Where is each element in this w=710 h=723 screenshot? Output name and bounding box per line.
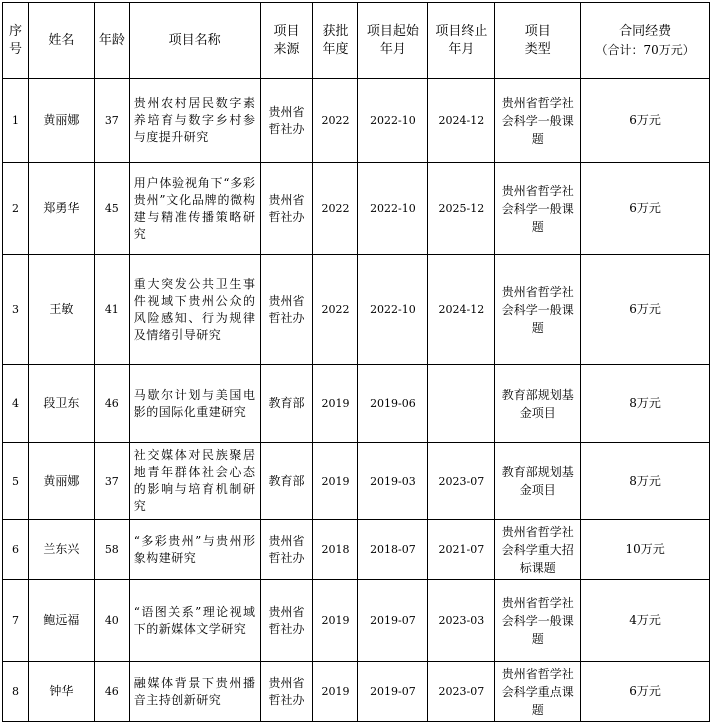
cell-type: 贵州省哲学社会科学重点课题 — [495, 662, 581, 722]
cell-no: 3 — [3, 255, 29, 365]
cell-source: 贵州省哲社办 — [260, 580, 313, 662]
table-row — [3, 443, 710, 520]
header-funding-label: 合同经费 — [619, 23, 672, 39]
header-year: 获批年度 — [313, 3, 358, 79]
table-row — [3, 255, 710, 365]
cell-source: 贵州省哲社办 — [260, 163, 313, 255]
cell-source: 贵州省哲社办 — [260, 520, 313, 580]
header-funding-total: （合计：70万元） — [595, 42, 695, 57]
cell-no: 5 — [3, 443, 29, 520]
table-row — [3, 662, 710, 722]
cell-start: 2019-06 — [358, 365, 428, 443]
header-row — [3, 3, 710, 79]
cell-name: 鲍远福 — [28, 580, 94, 662]
cell-start: 2022-10 — [358, 163, 428, 255]
cell-source: 教育部 — [260, 443, 313, 520]
header-no: 序号 — [3, 3, 29, 79]
cell-year: 2019 — [313, 365, 358, 443]
cell-no: 7 — [3, 580, 29, 662]
table-row — [3, 520, 710, 580]
cell-name: 郑勇华 — [28, 163, 94, 255]
cell-funding: 6万元 — [581, 163, 710, 255]
cell-source: 贵州省哲社办 — [260, 79, 313, 163]
cell-start: 2019-07 — [358, 580, 428, 662]
cell-type: 贵州省哲学社会科学重大招标课题 — [495, 520, 581, 580]
cell-no: 2 — [3, 163, 29, 255]
cell-no: 1 — [3, 79, 29, 163]
cell-name: 钟华 — [28, 662, 94, 722]
cell-funding: 8万元 — [581, 443, 710, 520]
cell-funding: 6万元 — [581, 662, 710, 722]
header-type: 项目类型 — [495, 3, 581, 79]
cell-end: 2025-12 — [428, 163, 495, 255]
cell-source: 教育部 — [260, 365, 313, 443]
header-name: 姓名 — [28, 3, 94, 79]
header-source: 项目来源 — [260, 3, 313, 79]
cell-year: 2019 — [313, 662, 358, 722]
cell-age: 40 — [94, 580, 129, 662]
cell-end: 2024-12 — [428, 79, 495, 163]
cell-start: 2022-10 — [358, 79, 428, 163]
cell-start: 2022-10 — [358, 255, 428, 365]
table-row — [3, 163, 710, 255]
header-title: 项目名称 — [129, 3, 260, 79]
header-funding — [581, 3, 710, 79]
cell-year: 2019 — [313, 443, 358, 520]
cell-age: 58 — [94, 520, 129, 580]
cell-age: 46 — [94, 365, 129, 443]
header-start: 项目起始年月 — [358, 3, 428, 79]
cell-type: 教育部规划基金项目 — [495, 443, 581, 520]
cell-title: 马歇尔计划与美国电影的国际化重建研究 — [129, 365, 260, 443]
cell-title: 社交媒体对民族聚居地青年群体社会心态的影响与培育机制研究 — [129, 443, 260, 520]
cell-no: 4 — [3, 365, 29, 443]
cell-year: 2019 — [313, 580, 358, 662]
cell-funding: 8万元 — [581, 365, 710, 443]
cell-funding: 6万元 — [581, 79, 710, 163]
cell-age: 46 — [94, 662, 129, 722]
cell-year: 2022 — [313, 163, 358, 255]
cell-age: 37 — [94, 79, 129, 163]
cell-source: 贵州省哲社办 — [260, 662, 313, 722]
cell-name: 黄丽娜 — [28, 79, 94, 163]
cell-year: 2022 — [313, 79, 358, 163]
header-end: 项目终止年月 — [428, 3, 495, 79]
cell-title: 用户体验视角下“多彩贵州”文化品牌的微构建与精准传播策略研究 — [129, 163, 260, 255]
cell-end: 2023-03 — [428, 580, 495, 662]
cell-type: 贵州省哲学社会科学一般课题 — [495, 255, 581, 365]
cell-name: 段卫东 — [28, 365, 94, 443]
cell-title: “语图关系”理论视域下的新媒体文学研究 — [129, 580, 260, 662]
cell-funding: 4万元 — [581, 580, 710, 662]
cell-funding: 10万元 — [581, 520, 710, 580]
cell-end: 2023-07 — [428, 662, 495, 722]
cell-name: 兰东兴 — [28, 520, 94, 580]
cell-start: 2018-07 — [358, 520, 428, 580]
cell-age: 37 — [94, 443, 129, 520]
header-age: 年龄 — [94, 3, 129, 79]
cell-year: 2018 — [313, 520, 358, 580]
cell-type: 教育部规划基金项目 — [495, 365, 581, 443]
cell-no: 8 — [3, 662, 29, 722]
cell-end — [428, 365, 495, 443]
cell-source: 贵州省哲社办 — [260, 255, 313, 365]
cell-title: “多彩贵州”与贵州形象构建研究 — [129, 520, 260, 580]
cell-age: 41 — [94, 255, 129, 365]
cell-no: 6 — [3, 520, 29, 580]
cell-age: 45 — [94, 163, 129, 255]
cell-end: 2024-12 — [428, 255, 495, 365]
cell-type: 贵州省哲学社会科学一般课题 — [495, 580, 581, 662]
cell-start: 2019-07 — [358, 662, 428, 722]
cell-start: 2019-03 — [358, 443, 428, 520]
cell-end: 2023-07 — [428, 443, 495, 520]
table-row — [3, 365, 710, 443]
cell-name: 王敏 — [28, 255, 94, 365]
project-table — [2, 2, 710, 722]
cell-end: 2021-07 — [428, 520, 495, 580]
cell-title: 融媒体背景下贵州播音主持创新研究 — [129, 662, 260, 722]
cell-type: 贵州省哲学社会科学一般课题 — [495, 163, 581, 255]
table-row — [3, 79, 710, 163]
cell-type: 贵州省哲学社会科学一般课题 — [495, 79, 581, 163]
cell-title: 贵州农村居民数字素养培育与数字乡村参与度提升研究 — [129, 79, 260, 163]
table-row — [3, 580, 710, 662]
cell-funding: 6万元 — [581, 255, 710, 365]
cell-name: 黄丽娜 — [28, 443, 94, 520]
cell-title: 重大突发公共卫生事件视域下贵州公众的风险感知、行为规律及情绪引导研究 — [129, 255, 260, 365]
cell-year: 2022 — [313, 255, 358, 365]
